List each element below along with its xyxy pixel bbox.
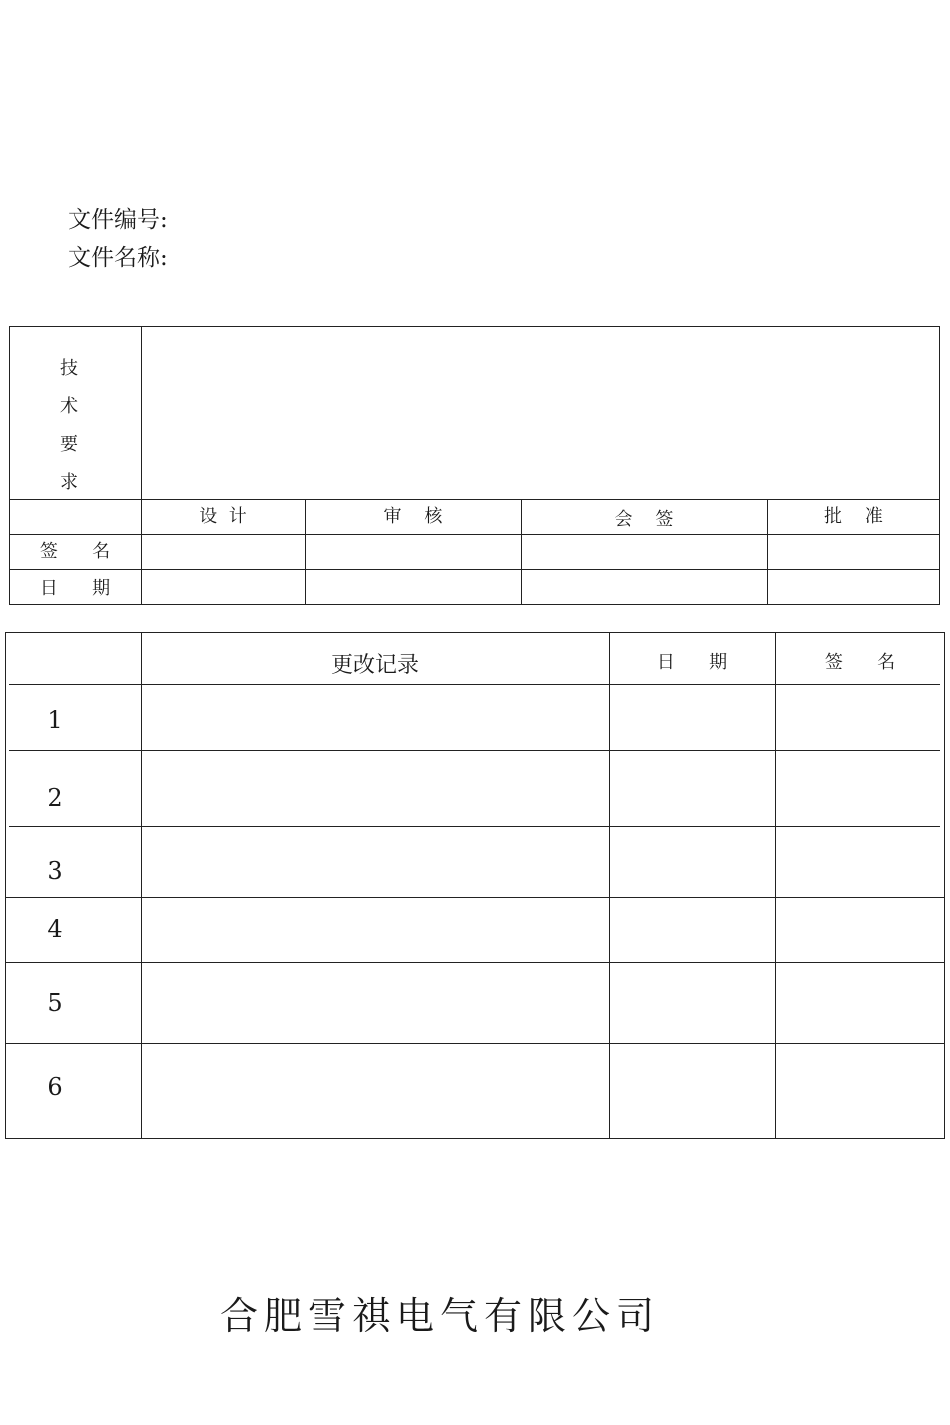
tech-requirements-char: 要 [60, 434, 78, 455]
change-table-border [5, 632, 945, 1139]
header-change-record: 更改记录 [330, 653, 419, 678]
change-table-rule [5, 1043, 945, 1044]
column-countersign: 会 签 [614, 509, 674, 530]
header-date: 日 期 [656, 652, 728, 673]
change-table-rule [9, 684, 940, 685]
approval-table-rule [9, 499, 940, 500]
change-table-rule [5, 962, 945, 963]
change-table-divider [609, 632, 610, 1139]
row-label-signature: 签 名 [39, 541, 111, 562]
row-number: 1 [47, 706, 63, 734]
approval-table-border [9, 326, 940, 605]
approval-table-divider [141, 326, 142, 605]
change-table-rule [5, 897, 945, 898]
header-signature: 签 名 [824, 652, 896, 673]
row-number: 2 [47, 784, 63, 812]
row-number: 6 [47, 1073, 63, 1101]
change-table-rule [9, 826, 940, 827]
column-approval: 批 准 [824, 506, 883, 527]
approval-table-rule [9, 569, 940, 570]
row-number: 4 [47, 915, 63, 943]
column-design: 设 计 [199, 506, 247, 527]
file-number-label: 文件编号: [68, 207, 168, 233]
change-table-divider [141, 632, 142, 1139]
row-label-date: 日 期 [39, 578, 111, 599]
change-table-divider [775, 632, 776, 1139]
tech-requirements-char: 求 [60, 472, 78, 493]
tech-requirements-char: 术 [60, 396, 78, 417]
row-number: 3 [47, 857, 63, 885]
tech-requirements-char: 技 [60, 358, 78, 379]
file-name-label: 文件名称: [68, 245, 168, 271]
change-table-rule [9, 750, 940, 751]
company-name: 合肥雪祺电气有限公司 [219, 1294, 660, 1338]
approval-table-rule [9, 534, 940, 535]
column-review: 审 核 [383, 506, 443, 527]
row-number: 5 [47, 989, 63, 1017]
